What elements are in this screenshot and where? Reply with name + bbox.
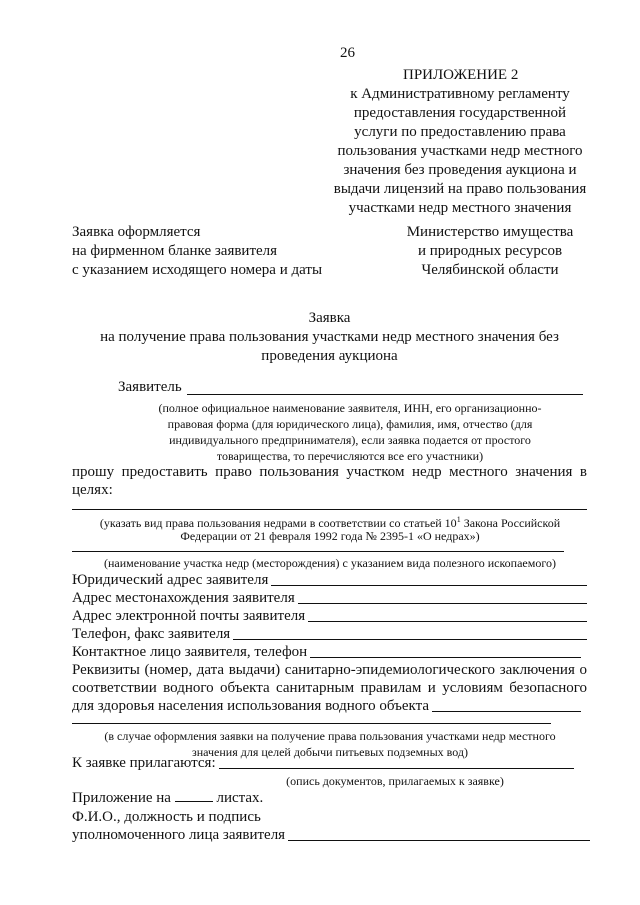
sheets-row [72, 789, 263, 808]
contact-person-label: Контактное лицо заявителя, телефон [72, 644, 308, 660]
contact-person-field[interactable] [310, 657, 581, 658]
request-text: прошу предоставить право пользования участком недр местного значения в [72, 464, 587, 480]
contact-person-row [72, 643, 581, 662]
appendix-title: ПРИЛОЖЕНИЕ 2 [403, 67, 519, 83]
appendix-line: значения без проведения аукциона и [343, 162, 577, 178]
signature-row [72, 826, 590, 845]
attachments-field[interactable] [219, 768, 574, 769]
appendix-line: пользования участками недр местного [337, 143, 583, 159]
appendix-line: к Административному регламенту [350, 86, 570, 102]
appendix-line: выдачи лицензий на право пользования [333, 181, 587, 197]
location-address-label: Адрес местонахождения заявителя [72, 590, 295, 606]
email-row [72, 607, 587, 626]
sheets-count-field[interactable] [175, 789, 213, 802]
legal-address-field[interactable] [271, 585, 587, 586]
sanitary-field[interactable] [432, 711, 581, 712]
applicant-hint: правовая форма (для юридического лица), фамилия, имя, отчество (для [167, 417, 533, 431]
purpose-hint: (указать вид права пользования недрами в соответствии со статьей $10^1$ Закона Российской [99, 515, 561, 530]
purpose-field[interactable] [72, 509, 587, 510]
attachments-label: К заявке прилагаются: [72, 755, 216, 771]
applicant-hint: (полное официальное наименование заявителя, ИНН, его организационно- [158, 401, 542, 415]
request-text-end: целях: [72, 482, 113, 498]
page-number: 26 [340, 45, 355, 61]
sanitary-hint: значения для целей добычи питьевых подземных вод) [192, 745, 468, 759]
sheets-label-after: листах. [216, 790, 264, 806]
attachments-row [72, 754, 574, 773]
sanitary-text: соответствии водного объекта санитарным правилам и условиям безопасного [72, 680, 587, 696]
applicant-hint: товарищества, то перечисляются все его участники) [216, 449, 484, 463]
appendix-line: участками недр местного значения [348, 200, 572, 216]
form-subtitle: на получение права пользования участками недр местного значения без [100, 329, 559, 345]
sheets-label-before: Приложение на [72, 790, 171, 806]
note-line: на фирменном бланке заявителя [72, 243, 278, 259]
applicant-field[interactable] [187, 394, 583, 395]
location-address-row [72, 589, 587, 608]
email-label: Адрес электронной почты заявителя [72, 608, 306, 624]
note-line: Заявка оформляется [72, 224, 201, 240]
addressee-line: Министерство имущества [406, 224, 574, 240]
phone-fax-field[interactable] [233, 639, 587, 640]
signature-label-2: уполномоченного лица заявителя [72, 827, 286, 843]
location-address-field[interactable] [298, 603, 587, 604]
appendix-line: предоставления государственной [353, 105, 567, 121]
form-title: Заявка [308, 310, 351, 326]
site-hint: (наименование участка недр (месторождения) с указанием вида полезного ископаемого) [104, 556, 556, 570]
signature-label: Ф.И.О., должность и подпись [72, 809, 261, 825]
legal-address-row [72, 571, 587, 590]
phone-fax-label: Телефон, факс заявителя [72, 626, 231, 642]
note-line: с указанием исходящего номера и даты [72, 262, 323, 278]
attachments-hint: (опись документов, прилагаемых к заявке) [286, 774, 504, 788]
sanitary-field-2[interactable] [72, 723, 551, 724]
sanitary-row [72, 697, 581, 716]
email-field[interactable] [308, 621, 587, 622]
appendix-line: услуги по предоставлению права [354, 124, 566, 140]
addressee-line: Челябинской области [421, 262, 559, 278]
sanitary-text: Реквизиты (номер, дата выдачи) санитарно-эпидемиологического заключения о [72, 662, 587, 678]
applicant-label: Заявитель [118, 379, 182, 395]
phone-fax-row [72, 625, 587, 644]
sanitary-text-end: для здоровья населения использования водного объекта [72, 698, 429, 714]
purpose-hint-line2: Федерации от 21 февраля 1992 года № 2395-1 «О недрах») [180, 529, 480, 543]
applicant-hint: индивидуального предпринимателя), если заявка подается от простого [169, 433, 531, 447]
form-subtitle: проведения аукциона [261, 348, 398, 364]
site-field[interactable] [72, 551, 564, 552]
addressee-line: и природных ресурсов [417, 243, 563, 259]
signature-field[interactable] [288, 840, 590, 841]
sanitary-hint: (в случае оформления заявки на получение права пользования участками недр местного [104, 729, 556, 743]
legal-address-label: Юридический адрес заявителя [72, 572, 269, 588]
